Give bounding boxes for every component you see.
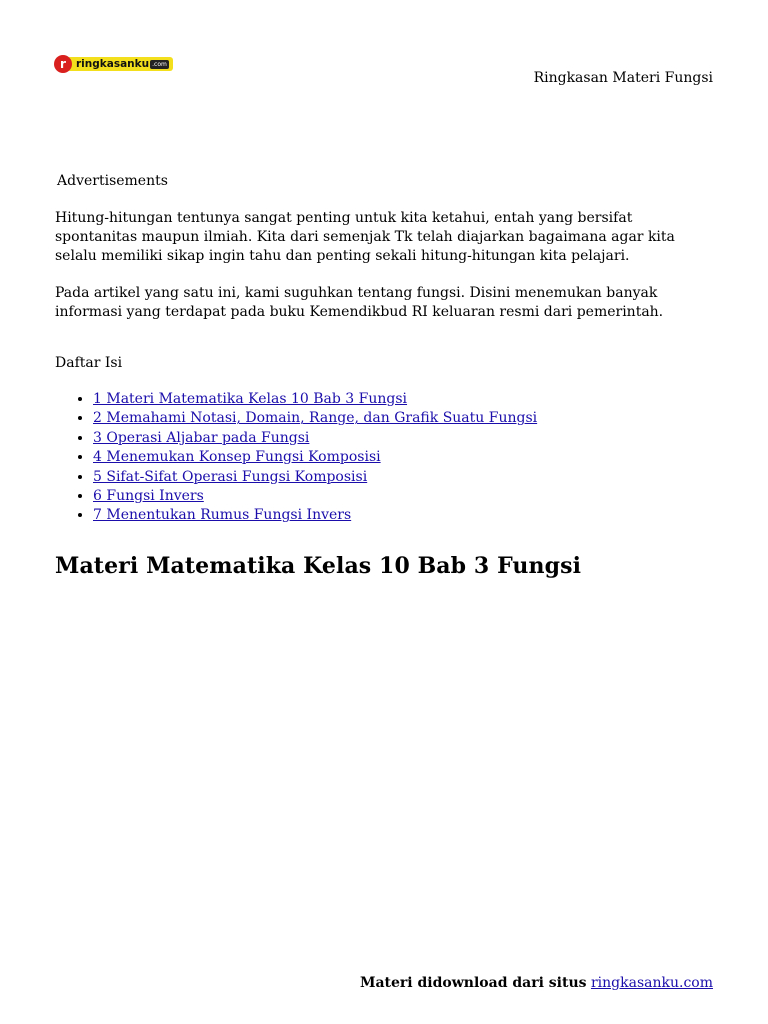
footer-text: Materi didownload dari situs	[359, 975, 587, 991]
toc-item	[93, 468, 537, 487]
toc-item	[93, 448, 537, 467]
logo-mark: r	[54, 55, 72, 73]
article-paragraph: Pada artikel yang satu ini, kami suguhkan tentang fungsi. Disini menemukan banyak informasi yang terdapat pada buku Kemendikbud RI keluaran resmi dari pemerintah.	[55, 285, 664, 320]
toc-item	[93, 506, 537, 525]
toc-link-1[interactable]: 1 Materi Matematika Kelas 10 Bab 3 Fungsi	[93, 391, 408, 407]
section-title: Materi Matematika Kelas 10 Bab 3 Fungsi	[55, 553, 582, 579]
footer	[360, 975, 713, 991]
toc-item	[93, 409, 537, 428]
toc-link-3[interactable]: 3 Operasi Aljabar pada Fungsi	[93, 429, 310, 446]
ads-label: Advertisements	[57, 173, 168, 189]
footer-link[interactable]: ringkasanku.com	[590, 975, 713, 991]
toc-link-4[interactable]: 4 Menemukan Konsep Fungsi Komposisi	[93, 449, 381, 466]
logo-tld: .com	[152, 60, 167, 68]
header-title: Ringkasan Materi Fungsi	[533, 70, 713, 86]
toc-item	[93, 390, 537, 409]
toc-item	[93, 487, 537, 506]
table-of-contents	[55, 390, 537, 526]
toc-link-2[interactable]: 2 Memahami Notasi, Domain, Range, dan Grafik Suatu Fungsi	[93, 410, 538, 427]
toc-link-6[interactable]: 6 Fungsi Invers	[93, 488, 204, 505]
intro-paragraph: Hitung-hitungan tentunya sangat penting untuk kita ketahui, entah yang bersifat spontanitas maupun ilmiah. Kita dari semenjak Tk telah diajarkan bagaimana agar kita selalu memiliki sikap ingin tahu dan penting sekali hitung-hitungan kita pelajari.	[55, 210, 675, 264]
logo-wordmark	[67, 57, 173, 71]
toc-link-7[interactable]: 7 Menentukan Rumus Fungsi Invers	[93, 507, 352, 524]
logo-word: ringkasanku	[76, 58, 150, 70]
toc-title: Daftar Isi	[55, 355, 123, 371]
toc-link-5[interactable]: 5 Sifat-Sifat Operasi Fungsi Komposisi	[93, 468, 368, 485]
site-logo[interactable]	[54, 55, 173, 73]
toc-item	[93, 429, 537, 448]
